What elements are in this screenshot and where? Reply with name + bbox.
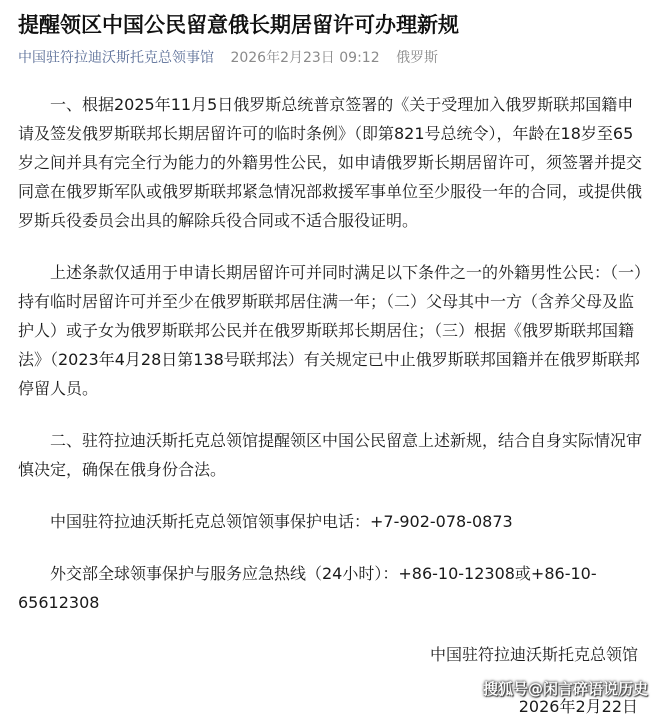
signature-date: 2026年2月22日 xyxy=(518,697,638,716)
paragraph-3: 二、驻符拉迪沃斯托克总领馆提醒领区中国公民留意上述新规，结合自身实际情况审慎决定，确保在俄身份合法。 xyxy=(18,431,643,479)
global-hotline: 外交部全球领事保护与服务应急热线（24小时）：+86-10-12308或+86-10-65612308 xyxy=(18,564,597,612)
article-body xyxy=(18,90,642,721)
article-meta xyxy=(18,48,642,68)
paragraph-gap xyxy=(18,403,642,426)
paragraph-2: 上述条款仅适用于申请长期居留许可并同时满足以下条件之一的外籍男性公民：（一）持有临时居留许可并至少在俄罗斯联邦居住满一年；（二）父母其中一方（含养父母及监护人）或子女为俄罗斯联邦公民并在俄罗斯联邦长期居住；（三）根据《俄罗斯联邦国籍法》（2023年4月28日第138号联邦法）有关规定已中止俄罗斯联邦国籍并在俄罗斯联邦停留人员。 xyxy=(18,263,643,398)
account-name-link[interactable]: 中国驻符拉迪沃斯托克总领事馆 xyxy=(18,50,214,66)
consular-phone: 中国驻符拉迪沃斯托克总领馆领事保护电话：+7-902-078-0873 xyxy=(50,512,513,531)
article-title: 提醒领区中国公民留意俄长期居留许可办理新规 xyxy=(18,13,459,37)
source-watermark: 搜狐号@闲言碎语说历史 xyxy=(482,680,648,698)
paragraph-gap xyxy=(18,235,642,258)
paragraph-gap xyxy=(18,484,642,507)
publish-location: 俄罗斯 xyxy=(396,50,439,66)
signature: 中国驻符拉迪沃斯托克总领馆 xyxy=(429,645,638,664)
publish-datetime: 2026年2月23日 09:12 xyxy=(230,50,380,66)
paragraph-1: 一、根据2025年11月5日俄罗斯总统普京签署的《关于受理加入俄罗斯联邦国籍申请及签发俄罗斯联邦长期居留许可的临时条例》（即第821号总统令），年龄在18岁至65岁之间并具有完全行为能力的外籍男性公民，如申请俄罗斯长期居留许可，须签署并提交同意在俄罗斯军队或俄罗斯联邦紧急情况部救援军事单位至少服役一年的合同，或提供俄罗斯兵役委员会出具的解除兵役合同或不适合服役证明。 xyxy=(18,95,643,230)
paragraph-gap xyxy=(18,536,642,559)
paragraph-gap xyxy=(18,617,642,640)
